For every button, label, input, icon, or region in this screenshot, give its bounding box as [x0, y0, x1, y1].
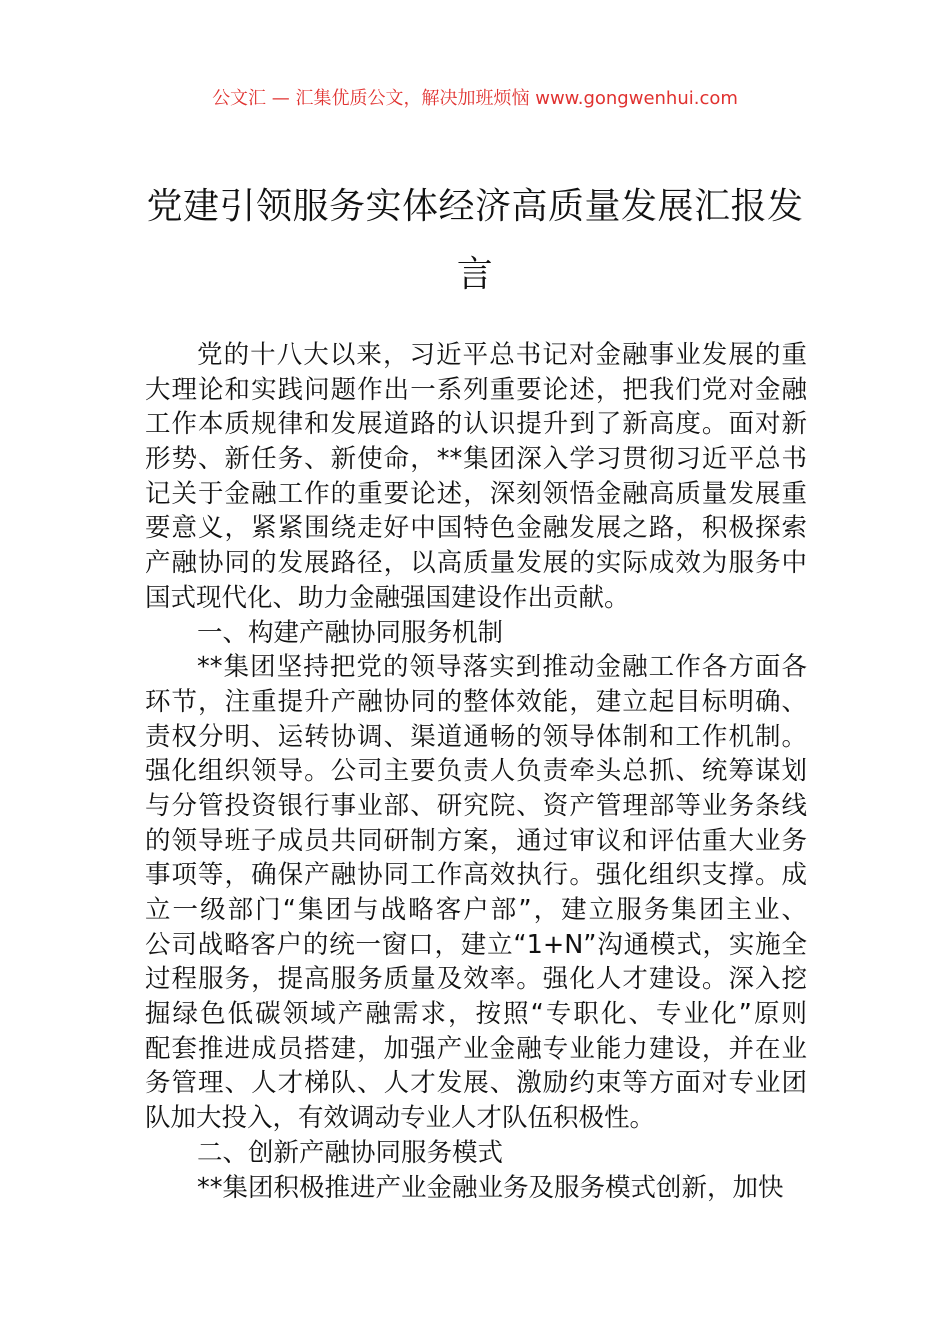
text-line: 一、构建产融协同服务机制	[197, 617, 504, 648]
text-line: 责权分明、运转协调、渠道通畅的领导体制和工作机制。	[145, 721, 807, 752]
text-line: 国式现代化、助力金融强国建设作出贡献。	[145, 582, 630, 613]
text-line: 环节，注重提升产融协同的整体效能，建立起目标明确、	[145, 686, 807, 717]
document-title: 党建引领服务实体经济高质量发展汇报发	[146, 186, 804, 227]
text-line: 工作本质规律和发展道路的认识提升到了新高度。面对新	[145, 409, 807, 440]
text-line: 务管理、人才梯队、人才发展、激励约束等方面对专业团	[145, 1068, 807, 1099]
text-line: 产融协同的发展路径，以高质量发展的实际成效为服务中	[145, 548, 807, 579]
paragraph	[145, 1171, 807, 1206]
text-line: 党的十八大以来，习近平总书记对金融事业发展的重	[197, 340, 807, 370]
document-body	[145, 338, 807, 1205]
paragraph	[145, 650, 807, 1136]
text-line: 公司战略客户的统一窗口，建立“1+N”沟通模式，实施全	[145, 929, 807, 960]
text-line: 二、创新产融协同服务模式	[197, 1137, 504, 1168]
paragraph	[145, 338, 807, 616]
document-title-continued: 言	[456, 254, 494, 295]
section-heading	[145, 1136, 807, 1171]
text-line: 掘绿色低碳领域产融需求，按照“专职化、专业化”原则	[145, 999, 807, 1030]
section-heading	[145, 616, 807, 651]
text-line: 的领导班子成员共同研制方案，通过审议和评估重大业务	[145, 825, 807, 856]
text-line: 事项等，确保产融协同工作高效执行。强化组织支撑。成	[145, 860, 807, 891]
text-line: 队加大投入，有效调动专业人才队伍积极性。	[145, 1103, 656, 1134]
text-line: 立一级部门“集团与战略客户部”，建立服务集团主业、	[145, 895, 807, 925]
text-line: 记关于金融工作的重要论述，深刻领悟金融高质量发展重	[145, 478, 807, 509]
text-line: **集团积极推进产业金融业务及服务模式创新，加快	[197, 1172, 784, 1203]
text-line: 形势、新任务、新使命，**集团深入学习贯彻习近平总书	[145, 444, 807, 475]
text-line: 过程服务，提高服务质量及效率。强化人才建设。深入挖	[145, 964, 807, 995]
text-line: **集团坚持把党的领导落实到推动金融工作各方面各	[197, 652, 807, 683]
text-line: 要意义，紧紧围绕走好中国特色金融发展之路，积极探索	[145, 513, 807, 544]
text-line: 配套推进成员搭建，加强产业金融专业能力建设，并在业	[145, 1033, 807, 1064]
text-line: 大理论和实践问题作出一系列重要论述，把我们党对金融	[145, 374, 807, 405]
text-line: 强化组织领导。公司主要负责人负责牵头总抓、统筹谋划	[145, 756, 807, 787]
text-line: 与分管投资银行事业部、研究院、资产管理部等业务条线	[145, 790, 807, 821]
watermark-header: 公文汇 — 汇集优质公文，解决加班烦恼 www.gongwenhui.com	[212, 88, 738, 109]
